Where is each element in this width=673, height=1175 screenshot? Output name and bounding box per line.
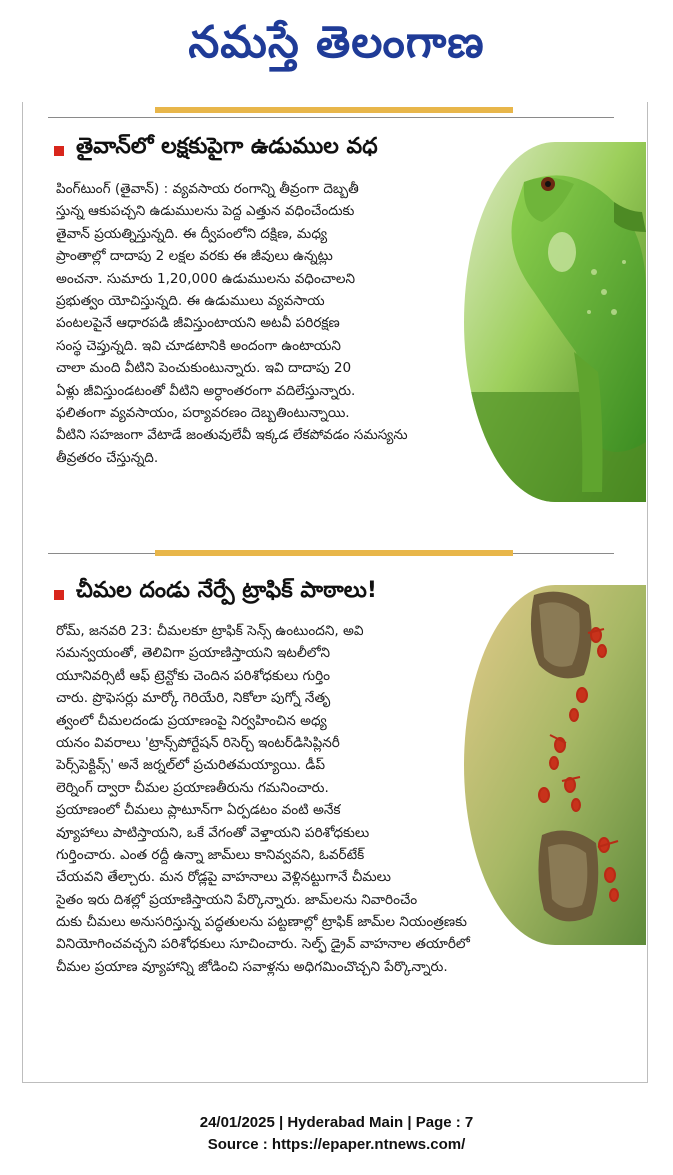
- article-2-line: చారు. ప్రొఫెసర్లు మార్కో గెరియేరి, నికోలా పుగ్నో నేతృ: [56, 690, 331, 707]
- article-1-line: స్తున్న ఆకుపచ్చని ఉడుములను పెద్ద ఎత్తున వధించేందుకు: [56, 203, 355, 220]
- article-1-line: తీవ్రతరం చేస్తున్నది.: [56, 449, 159, 466]
- article-1-line: వీటిని సహజంగా వేటాడే జంతువులేవీ ఇక్కడ లేకపోవడం సమస్యను: [56, 427, 408, 444]
- article-2-line: సైతం ఇరు దిశల్లో ప్రయాణిస్తాయని పేర్కొన్నారు. జామ్‌లను నివారించేం: [56, 891, 418, 908]
- article-2-line: గుర్తించారు. ఎంత రద్దీ ఉన్నా జామ్‌లు కానివ్వవని, ఓవర్‌టేక్: [56, 846, 365, 863]
- footer-date-edition: 24/01/2025 | Hyderabad Main | Page : 7: [199, 1114, 474, 1131]
- article-1-line: చాలా మంది వీటిని పెంచుకుంటున్నారు. ఇవి దాదాపు 20: [56, 360, 352, 377]
- article-1-line: తైవాన్ ప్రయత్నిస్తున్నది. ఈ ద్వీపంలోని దక్షిణ, మధ్య: [56, 225, 328, 242]
- article-2-line: సమన్వయంతో, తెలివిగా ప్రయాణిస్తాయని ఇటలీలోని: [56, 645, 330, 662]
- gold-divider: [155, 107, 513, 113]
- article-2-line: యనం వివరాలు 'ట్రాన్స్‌పోర్టేషన్ రిసెర్చ్ ఇంటర్‌డిసిప్లినరీ: [56, 734, 340, 751]
- article-1-line: ప్రభుత్వం యోచిస్తున్నది. ఈ ఉడుములు వ్యవసాయ: [56, 292, 325, 309]
- gold-divider: [155, 550, 513, 556]
- article-1-line: సంస్థ చెప్తున్నది. ఇవి చూడటానికి అందంగా ఉంటాయని: [56, 337, 341, 354]
- article-1-body: [56, 178, 466, 469]
- article-2-line: దుకు చీమలు అనుసరిస్తున్న పద్ధతులను పట్టణాల్లో ట్రాఫిక్ జామ్‌ల నియంత్రణకు: [56, 914, 467, 931]
- article-2-line: ప్రయాణంలో చీమలు ప్లాటూన్‌గా ఏర్పడటం వంటి అనేక: [56, 802, 341, 819]
- article-2-headline: చీమల దండు నేర్పే ట్రాఫిక్ పాఠాలు!: [76, 578, 377, 603]
- iguana-illustration: [464, 142, 646, 502]
- article-2-line: లెర్నింగ్ ద్వారా చీమల ప్రయాణతీరును గమనించారు.: [56, 779, 329, 796]
- article-1-line: ఫలితంగా వ్యవసాయం, పర్యావరణం దెబ్బతింటున్నాయి.: [56, 404, 350, 421]
- article-1-line: పింగ్‌టుంగ్ (తైవాన్) : వ్యవసాయ రంగాన్ని తీవ్రంగా దెబ్బతీ: [56, 181, 359, 197]
- article-1-line: అంచనా. సుమారు 1,20,000 ఉడుములను వధించాలని: [56, 270, 356, 287]
- article-2-line: రోమ్, జనవరి 23: చీమలకూ ట్రాఫిక్ సెన్స్ ఉంటుందని, అవి: [56, 623, 364, 639]
- article-2-line: త్వంలో చీమలదండు ప్రయాణంపై నిర్వహించిన అధ్య: [56, 712, 327, 729]
- footer-source: Source : https://epaper.ntnews.com/: [207, 1136, 466, 1153]
- article-1-line: ఏళ్లు జీవిస్తుండటంతో వీటిని అర్ధాంతరంగా వదిలేస్తున్నారు.: [56, 382, 356, 399]
- headline-bullet-icon: [54, 590, 64, 600]
- article-1-line: పంటలపైనే ఆధారపడి జీవిస్తుంటాయని అటవీ పరిరక్షణ: [56, 315, 340, 332]
- article-2-line: చేయవని తేల్చారు. మన రోడ్లపై వాహనాలు వెళ్లినట్టుగానే చీమలు: [56, 869, 392, 886]
- article-2-body: [56, 620, 616, 978]
- divider-line: [48, 117, 614, 118]
- headline-bullet-icon: [54, 146, 64, 156]
- article-1-line: ప్రాంతాల్లో దాదాపు 2 లక్షల వరకు ఈ జీవులు ఉన్నట్లు: [56, 248, 333, 265]
- article-1-headline: తైవాన్‌లో లక్షకుపైగా ఉడుముల వధ: [76, 134, 378, 159]
- article-2-line: వ్యూహాలు పాటిస్తాయని, ఒకే వేగంతో వెళ్తాయని పరిశోధకులు: [56, 824, 370, 841]
- article-2-line: యూనివర్సిటీ ఆఫ్ ట్రెన్టోకు చెందిన పరిశోధకులు గుర్తిం: [56, 667, 331, 684]
- masthead-title: నమస్తే తెలంగాణ: [188, 17, 485, 68]
- newspaper-masthead: [0, 8, 673, 78]
- article-2-line: చీమల ప్రయాణ వ్యూహాన్ని జోడించి సవాళ్లను అధిగమించొచ్చని పేర్కొన్నారు.: [56, 958, 448, 975]
- article-2-line: వినియోగించవచ్చని పరిశోధకులు సూచించారు. సెల్ఫ్ డ్రైవ్ వాహనాల తయారీలో: [56, 936, 470, 953]
- article-2-line: పెర్స్‌పెక్టివ్స్' అనే జర్నల్‌లో ప్రచురితమయ్యాయి. డీప్: [56, 757, 326, 774]
- iguana-photo: [464, 142, 646, 502]
